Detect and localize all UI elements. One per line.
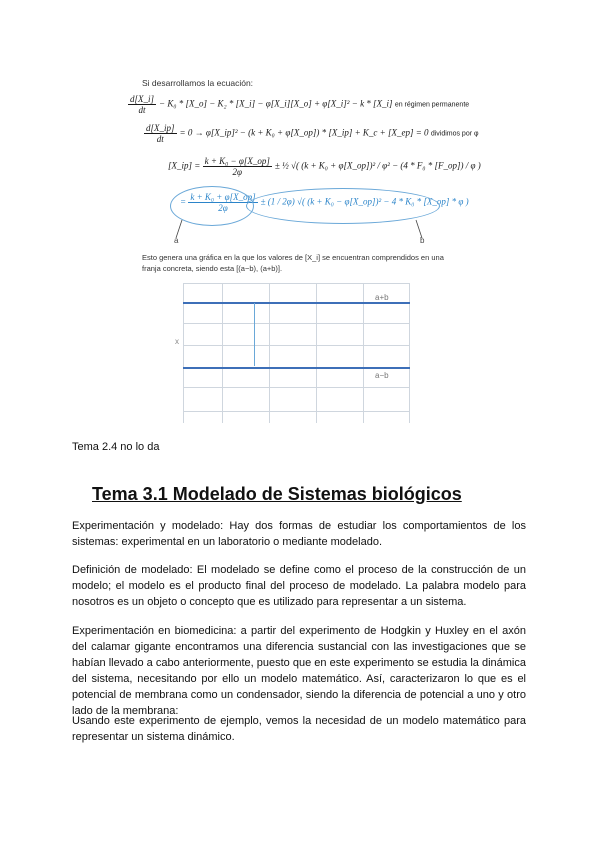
upper-band-line <box>183 302 410 304</box>
equation-4-fraction: $\frac{\text{k + K₀ + φ[X\_op]}}{2\varphi}$ <box>190 192 256 213</box>
paragraph-biomedicina: Experimentación en biomedicina: a partir del experimento de Hodgkin y Huxley en el axón del calamar gigante encontramos una diferencia sustancial con las investigaciones que se habían llevado a cabo anteriormente, puesto que en este experimento se estudia la dinámica del sistema, necesitando por ello un modelo matemático. Así, caracterizaron lo que es el potencial de membrana como un condensador, siendo la diferencia de potencial a uno y otro lado de la membrana: <box>72 625 526 717</box>
paragraph-experimentacion: Experimentación y modelado: Hay dos formas de estudiar los comportamientos de los sistemas: experimental en un laboratorio o mediante modelado. <box>72 520 526 548</box>
label-b: b <box>420 236 425 245</box>
graph-label-top: a+b <box>375 293 389 302</box>
graph-label-bottom: a−b <box>375 371 389 380</box>
equation-3-fraction: $\frac{\text{k + K₀ − φ[X\_op]}}{2\varphi}$ <box>204 156 270 177</box>
paragraph-definicion: Definición de modelado: El modelado se define como el proceso de la construcción de un modelo; el modelo es el producto final del proceso de modelado. La palabra modelo para nosotros es un objeto o concepto que es utilizado para representar a un sistema. <box>72 564 526 608</box>
label-a: a <box>174 236 179 245</box>
pointer-lines <box>170 218 440 242</box>
figure-description: Esto genera una gráfica en la que los valores de [X_i] se encuentran comprendidos en una franja concreta, siendo esta [(a−b), (a+b)]. <box>142 253 444 273</box>
lower-band-line <box>183 367 410 369</box>
equation-1-derivative: $\frac{d[X\_i]}{dt}$ <box>130 94 155 115</box>
band-graph <box>175 283 410 423</box>
equation-2-derivative: $\frac{d[X\_ip]}{dt}$ <box>146 123 175 144</box>
graph-y-label: x <box>175 337 179 346</box>
equation-intro: Si desarrollamos la ecuación: <box>142 78 254 88</box>
paragraph-conclusion: Usando este experimento de ejemplo, vemos la necesidad de un modelo matemático para representar un sistema dinámico. <box>72 715 526 743</box>
equation-2-note: dividimos por φ <box>430 130 479 138</box>
equation-2: $\frac{d[X\_ip]}{dt}$ = 0 → φ[X_ip]² − (k + K₀ + φ[X_op]) * [X_ip] + K_c + [X_ep] = 0 dividimos por φ <box>146 123 479 144</box>
equation-4: = $\frac{\text{k + K₀ + φ[X\_op]}}{2\varphi}$ ± (1 / 2φ) √( (k + K₀ − φ[X_op])² − 4 * K₀ * [X_op] * φ ) <box>180 192 469 213</box>
tema-2-4-note: Tema 2.4 no lo da <box>72 441 160 453</box>
equation-1: $\frac{d[X\_i]}{dt}$ − K₀ * [X_o] − K₂ * [X_i] − φ[X_i][X_o] + φ[X_i]² − k * [X_i] en régimen permanente <box>130 94 470 115</box>
section-title: Tema 3.1 Modelado de Sistemas biológicos <box>92 484 462 504</box>
equation-1-note: en régimen permanente <box>394 101 470 109</box>
band-width-arrow <box>254 303 255 366</box>
equation-3: [X_ip] = $\frac{\text{k + K₀ − φ[X\_op]}}{2\varphi}$ ± ½ √( (k + K₀ + φ[X_op])² / φ² − (4 * F₀ * [F_op]) / φ ) <box>168 156 481 177</box>
